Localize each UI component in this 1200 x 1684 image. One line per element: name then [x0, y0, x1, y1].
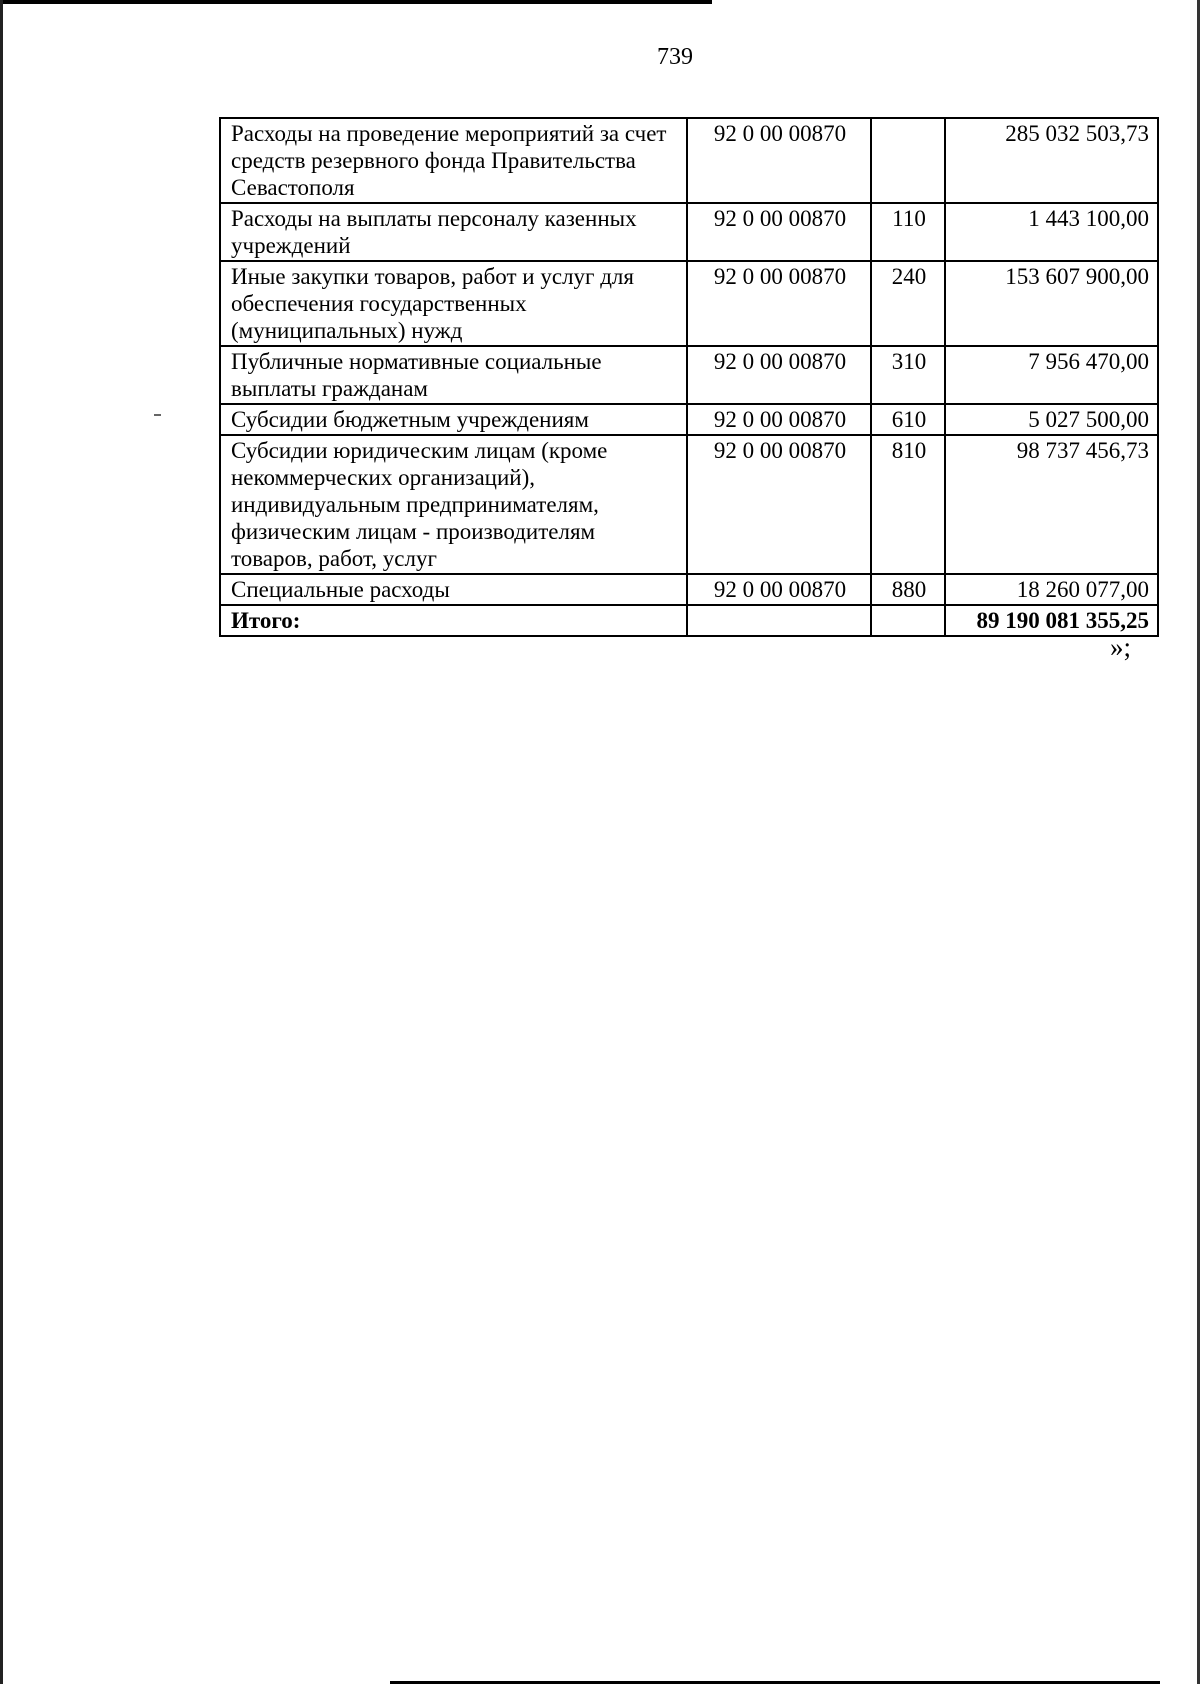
total-code — [687, 605, 871, 636]
row-sum: 5 027 500,00 — [945, 404, 1158, 435]
row-expense-type: 880 — [871, 574, 945, 605]
margin-mark — [154, 414, 161, 416]
table-row — [220, 261, 1158, 346]
row-code: 92 0 00 00870 — [687, 574, 871, 605]
row-sum: 7 956 470,00 — [945, 346, 1158, 404]
table-row — [220, 346, 1158, 404]
row-name: Субсидии юридическим лицам (кроме некоммерческих организаций), индивидуальным предпринимателям, физическим лицам - производителям товаров, работ, услуг — [220, 435, 687, 574]
row-name: Расходы на проведение мероприятий за счет средств резервного фонда Правительства Севастополя — [220, 118, 687, 203]
row-expense-type: 240 — [871, 261, 945, 346]
row-expense-type: 610 — [871, 404, 945, 435]
page-number: 739 — [657, 44, 693, 70]
scan-border-left — [0, 0, 3, 1684]
page-number-container — [0, 44, 1200, 70]
scan-border-top — [0, 0, 712, 4]
table-row — [220, 574, 1158, 605]
total-expense-type — [871, 605, 945, 636]
table-row — [220, 118, 1158, 203]
total-sum: 89 190 081 355,25 — [945, 605, 1158, 636]
row-name: Специальные расходы — [220, 574, 687, 605]
budget-table — [219, 117, 1159, 637]
row-sum: 285 032 503,73 — [945, 118, 1158, 203]
row-expense-type: 310 — [871, 346, 945, 404]
closing-quote-mark: »; — [1110, 632, 1132, 662]
total-row — [220, 605, 1158, 636]
row-name: Субсидии бюджетным учреждениям — [220, 404, 687, 435]
row-expense-type: 810 — [871, 435, 945, 574]
row-expense-type: 110 — [871, 203, 945, 261]
row-code: 92 0 00 00870 — [687, 118, 871, 203]
row-code: 92 0 00 00870 — [687, 261, 871, 346]
row-code: 92 0 00 00870 — [687, 435, 871, 574]
row-code: 92 0 00 00870 — [687, 346, 871, 404]
total-label: Итого: — [220, 605, 687, 636]
row-code: 92 0 00 00870 — [687, 203, 871, 261]
row-sum: 1 443 100,00 — [945, 203, 1158, 261]
row-sum: 98 737 456,73 — [945, 435, 1158, 574]
row-name: Публичные нормативные социальные выплаты гражданам — [220, 346, 687, 404]
table-row — [220, 435, 1158, 574]
row-name: Расходы на выплаты персоналу казенных учреждений — [220, 203, 687, 261]
row-name: Иные закупки товаров, работ и услуг для обеспечения государственных (муниципальных) нужд — [220, 261, 687, 346]
row-sum: 153 607 900,00 — [945, 261, 1158, 346]
budget-table-body — [220, 118, 1158, 636]
table-row — [220, 203, 1158, 261]
table-row — [220, 404, 1158, 435]
row-expense-type — [871, 118, 945, 203]
row-code: 92 0 00 00870 — [687, 404, 871, 435]
row-sum: 18 260 077,00 — [945, 574, 1158, 605]
